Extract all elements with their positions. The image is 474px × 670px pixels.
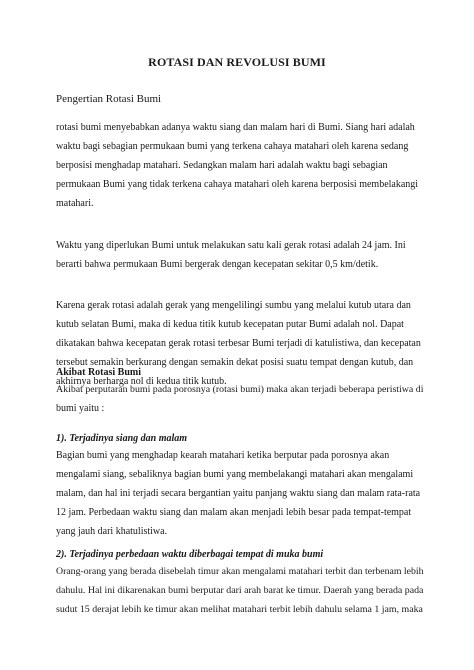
text-line: 12 jam. Perbedaan waktu siang dan malam akan menjadi lebih besar pada tempat-tempat <box>56 507 412 518</box>
subheading-pengertian-rotasi: Pengertian Rotasi Bumi <box>56 93 162 105</box>
subheading-akibat-rotasi: Akibat Rotasi Bumi <box>56 367 142 378</box>
paragraph-rotation-period <box>56 236 426 274</box>
text-line: mengalami siang, sebaliknya bagian bumi yang membelakangi matahari akan mengalami <box>56 469 414 480</box>
text-line: berposisi menghadap matahari. Sedangkan malam hari adalah waktu bagi sebagian <box>56 160 388 171</box>
text-line: yang jauh dari khatulistiwa. <box>56 526 168 537</box>
text-line: dahulu. Hal ini dikarenakan bumi berputar dari arah barat ke timur. Daerah yang berada pada <box>56 585 424 596</box>
text-line: akhirnya berharga nol di kedua titik kutub. <box>56 376 227 387</box>
paragraph-perbedaan-waktu <box>56 562 426 619</box>
text-line: Orang-orang yang berada disebelah timur akan mengalami matahari terbit dan terbenam lebih <box>56 566 424 577</box>
paragraph-akibat-intro <box>56 380 426 418</box>
item-title-siang-malam: 1). Terjadinya siang dan malam <box>56 433 188 444</box>
paragraph-rotasi-definition <box>56 118 426 213</box>
text-line: Waktu yang diperlukan Bumi untuk melakukan satu kali gerak rotasi adalah 24 jam. Ini <box>56 240 406 251</box>
text-line: sudut 15 derajat lebih ke timur akan melihat matahari terbit lebih dahulu selama 1 jam, maka <box>56 604 423 615</box>
text-line: berarti bahwa permukaan Bumi bergerak dengan kecepatan sekitar 0,5 km/detik. <box>56 259 379 270</box>
text-line: permukaan Bumi yang tidak terkena cahaya matahari oleh karena berposisi membelakangi <box>56 179 419 190</box>
text-line: Akibat perputaran bumi pada porosnya (rotasi bumi) maka akan terjadi beberapa peristiwa di <box>56 384 424 395</box>
text-line: rotasi bumi menyebabkan adanya waktu siang dan malam hari di Bumi. Siang hari adalah <box>56 122 415 133</box>
text-line: matahari. <box>56 198 94 209</box>
text-line: kutub selatan Bumi, maka di kedua titik kutub kecepatan putar Bumi adalah nol. Dapat <box>56 319 404 330</box>
text-line: tersebut semakin berkurang dengan semakin dekat posisi suatu tempat dengan kutub, dan <box>56 357 414 368</box>
text-line: malam, dan hal ini terjadi secara bergantian yaitu panjang waktu siang dan malam rata-rata <box>56 488 421 499</box>
text-line: dikatakan bahwa kecepatan gerak rotasi terbesar Bumi terjadi di katulistiwa, dan kecepatan <box>56 338 421 349</box>
document-title: ROTASI DAN REVOLUSI BUMI <box>148 55 326 69</box>
paragraph-siang-malam <box>56 446 426 541</box>
text-line: Bagian bumi yang menghadap kearah matahari ketika berputar pada porosnya akan <box>56 450 390 461</box>
text-line: bumi yaitu : <box>56 403 105 414</box>
text-line: waktu bagi sebagian permukaan bumi yang terkena cahaya matahari oleh karena sedang <box>56 141 409 152</box>
item-title-perbedaan-waktu: 2). Terjadinya perbedaan waktu diberbagai tempat di muka bumi <box>56 549 324 560</box>
text-line: Karena gerak rotasi adalah gerak yang mengelilingi sumbu yang melalui kutub utara dan <box>56 300 411 311</box>
